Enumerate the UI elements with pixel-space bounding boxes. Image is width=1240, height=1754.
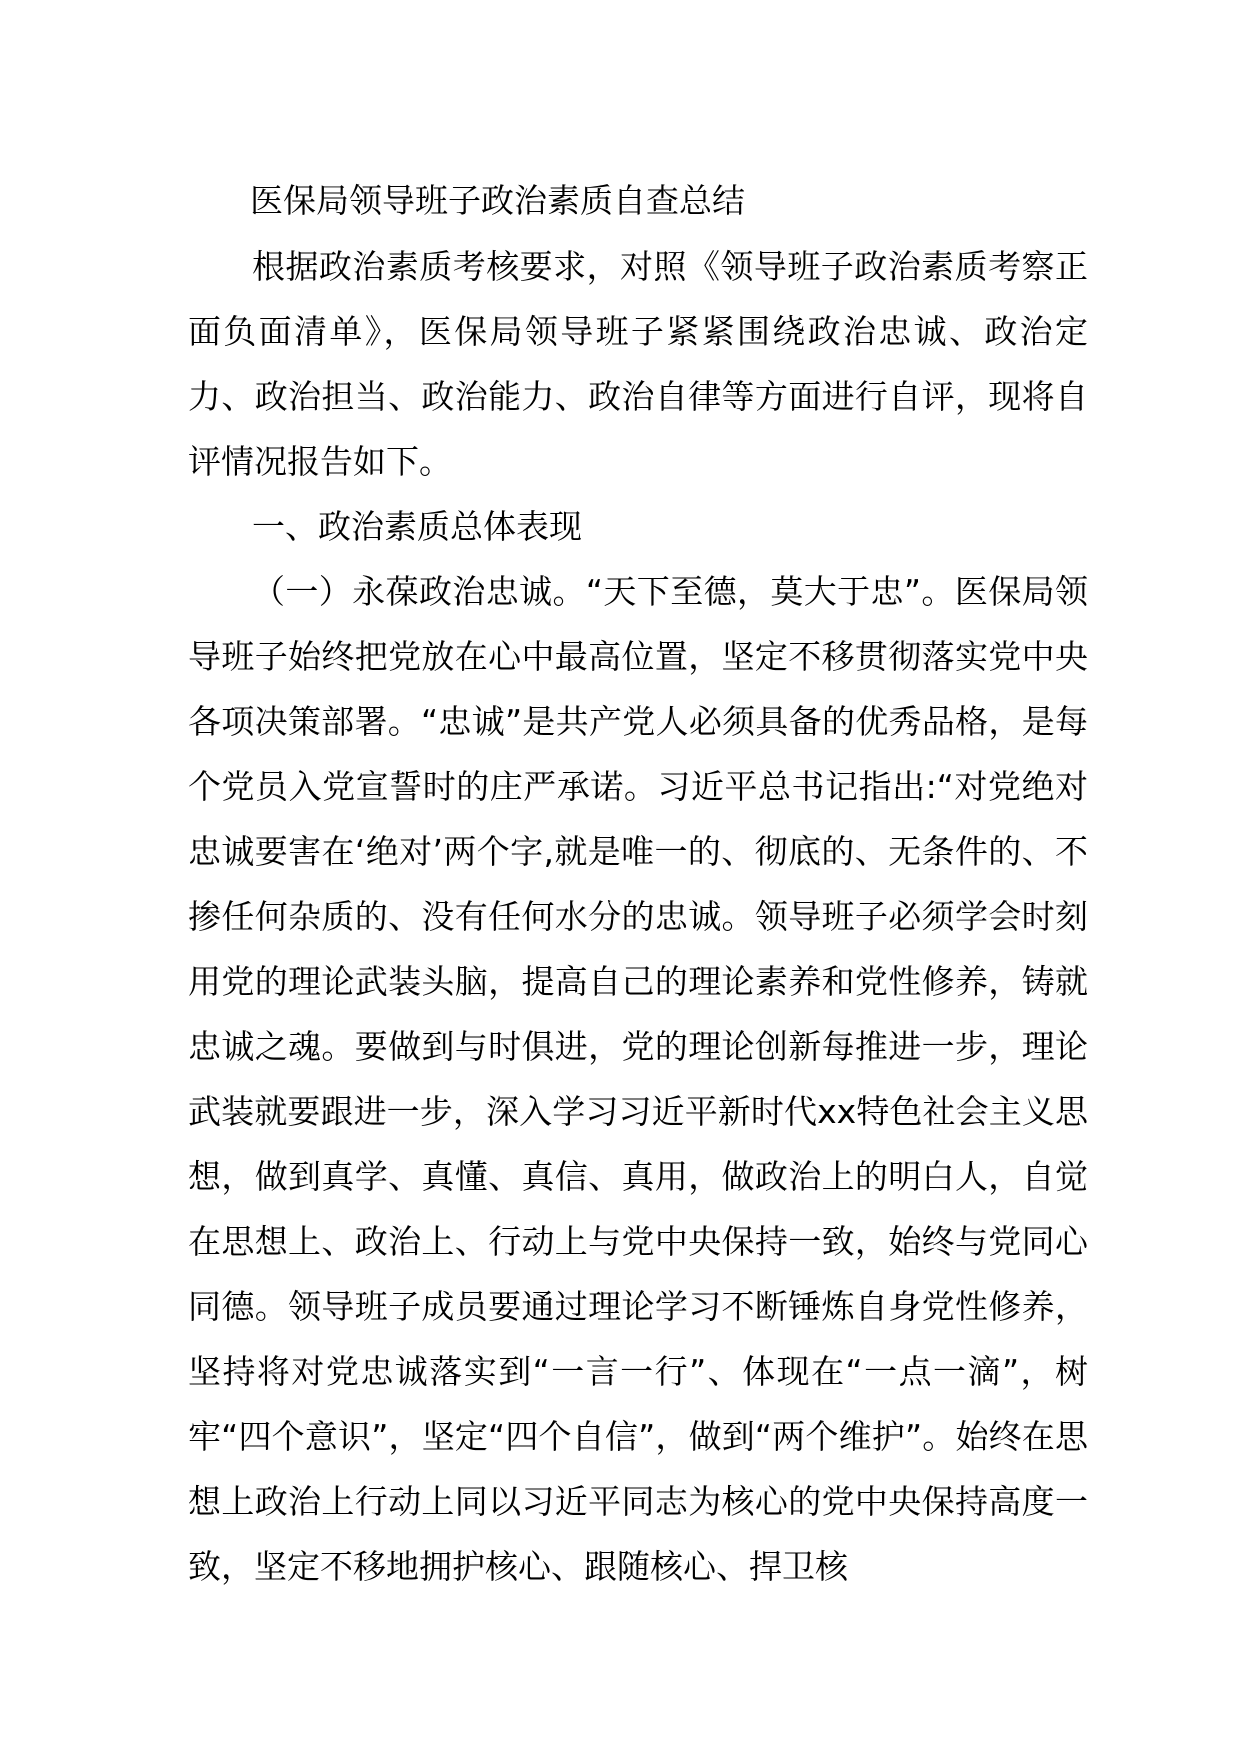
document-page [188,168,1088,1599]
document-title: 医保局领导班子政治素质自查总结 [250,181,745,220]
body-paragraph: （一）永葆政治忠诚。“天下至德，莫大于忠”。医保局领导班子始终把党放在心中最高位置，坚定不移贯彻落实党中央各项决策部署。“忠诚”是共产党人必须具备的优秀品格，是每个党员入党宣誓时的庄严承诺。习近平总书记指出:“对党绝对忠诚要害在‘绝对’两个字,就是唯一的、彻底的、无条件的、不掺任何杂质的、没有任何水分的忠诚。领导班子必须学会时刻用党的理论武装头脑，提高自己的理论素养和党性修养，铸就忠诚之魂。要做到与时俱进，党的理论创新每推进一步，理论武装就要跟进一步，深入学习习近平新时代xx特色社会主义思想，做到真学、真懂、真信、真用，做政治上的明白人，自觉在思想上、政治上、行动上与党中央保持一致，始终与党同心同德。领导班子成员要通过理论学习不断锤炼自身党性修养，坚持将对党忠诚落实到“一言一行”、体现在“一点一滴”，树牢“四个意识”，坚定“四个自信”，做到“两个维护”。始终在思想上政治上行动上同以习近平同志为核心的党中央保持高度一致，坚定不移地拥护核心、跟随核心、捍卫核 [188,572,1088,1586]
intro-paragraph: 根据政治素质考核要求，对照《领导班子政治素质考察正面负面清单》，医保局领导班子紧紧围绕政治忠诚、政治定力、政治担当、政治能力、政治自律等方面进行自评，现将自评情况报告如下。 [188,247,1088,481]
section-heading: 一、政治素质总体表现 [252,507,582,546]
